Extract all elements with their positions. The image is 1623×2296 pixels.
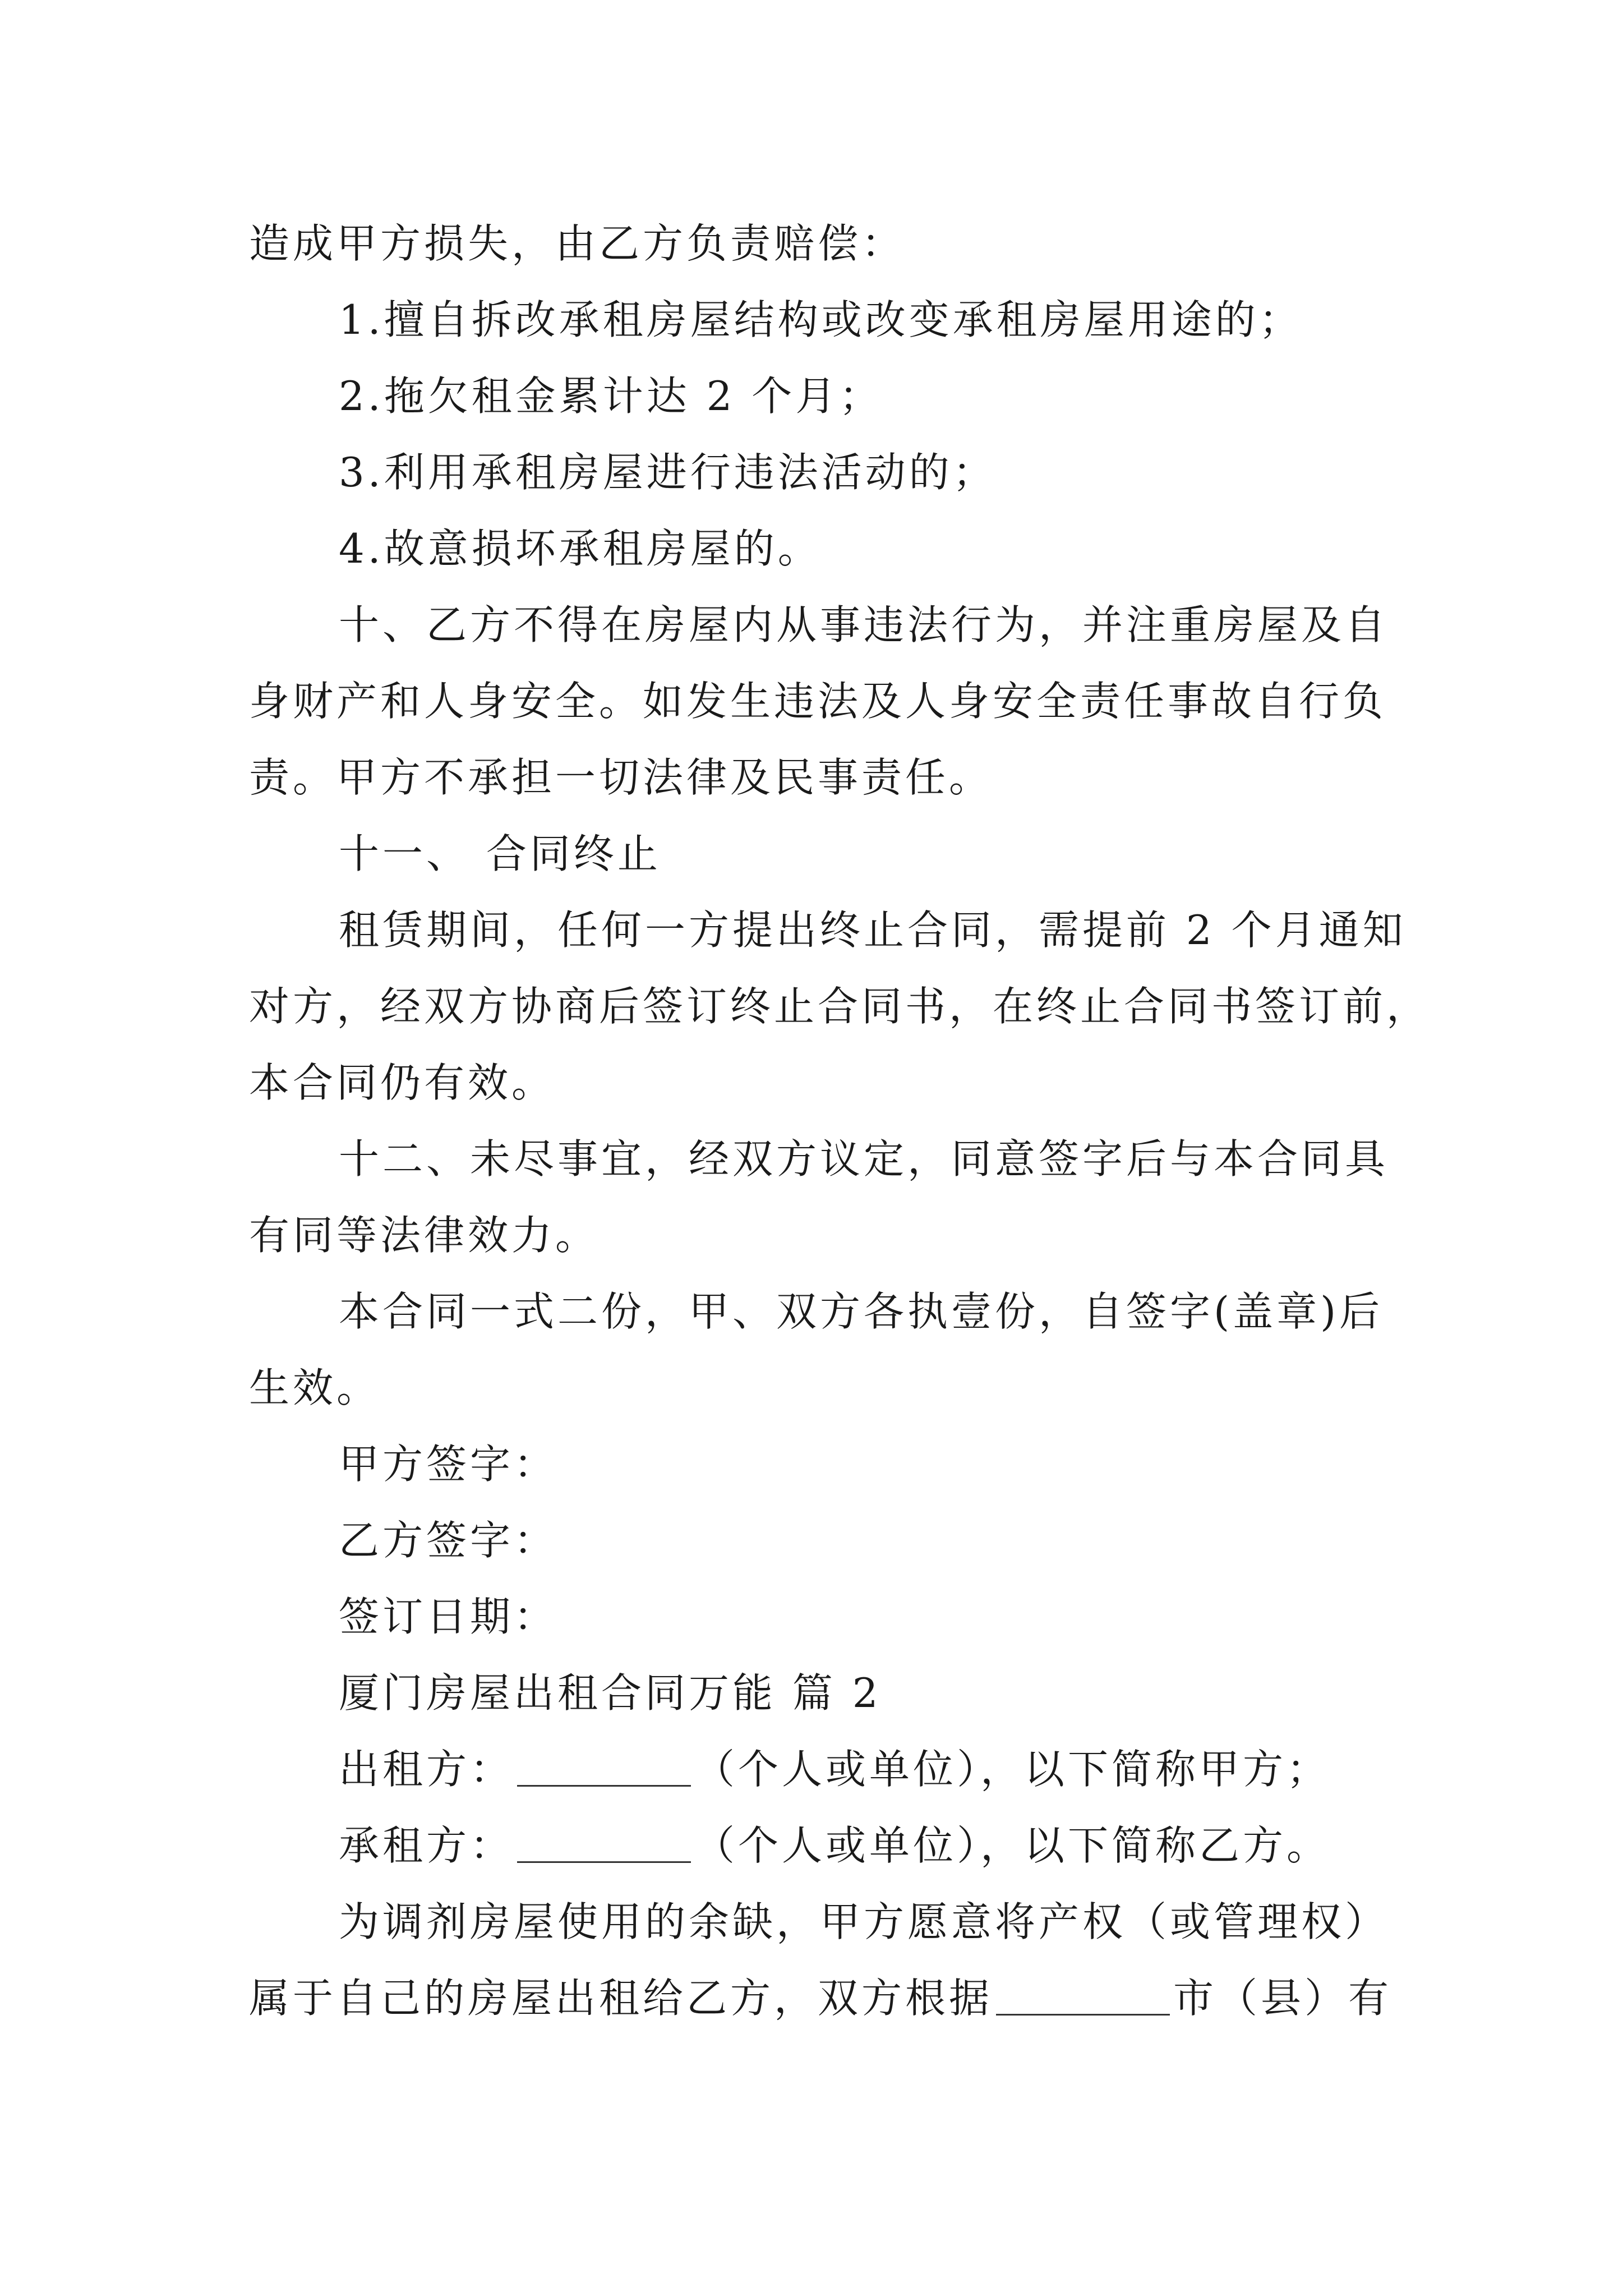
text-line: 为调剂房屋使用的余缺，甲方愿意将产权（或管理权） — [339, 1898, 1389, 1945]
list-item: 3.利用承租房屋进行违法活动的； — [339, 449, 997, 496]
section-title: 厦门房屋出租合同万能 篇 2 — [339, 1669, 882, 1717]
signing-date-line: 签订日期： — [339, 1593, 558, 1640]
lessee-suffix: （个人或单位），以下简称乙方。 — [694, 1822, 1331, 1869]
city-blank — [996, 1973, 1170, 2016]
para-suffix: 市（县）有 — [1173, 1975, 1393, 2022]
lessor-line — [339, 1741, 1330, 1797]
text-line: 生效。 — [249, 1364, 381, 1411]
para-prefix: 属于自己的房屋出租给乙方，双方根据 — [249, 1975, 993, 2022]
lessee-line — [339, 1818, 1330, 1874]
signature-line-party-a: 甲方签字： — [339, 1441, 558, 1488]
text-line: 造成甲方损失，由乙方负责赔偿： — [249, 220, 906, 267]
list-item: 4.故意损坏承租房屋的。 — [339, 525, 822, 572]
list-item: 2.拖欠租金累计达 2 个月； — [339, 372, 883, 420]
text-line: 身财产和人身安全。如发生违法及人身安全责任事故自行负 — [249, 678, 1387, 725]
list-item: 1.擅自拆改承租房屋结构或改变承租房屋用途的； — [339, 296, 1303, 343]
text-line: 十、乙方不得在房屋内从事违法行为，并注重房屋及自 — [339, 601, 1389, 648]
lessor-suffix: （个人或单位），以下简称甲方； — [694, 1746, 1331, 1793]
lessee-label: 承租方： — [339, 1822, 514, 1869]
text-line: 本合同仍有效。 — [249, 1059, 556, 1106]
section-heading: 十一、 合同终止 — [339, 830, 661, 877]
text-line: 责。甲方不承担一切法律及民事责任。 — [249, 754, 993, 801]
text-line-with-blank — [249, 1970, 1392, 2026]
lessor-blank — [517, 1745, 691, 1787]
text-line: 本合同一式二份，甲、双方各执壹份，自签字(盖章)后 — [339, 1288, 1384, 1335]
text-line: 对方，经双方协商后签订终止合同书，在终止合同书签订前， — [249, 983, 1431, 1030]
lessor-label: 出租方： — [339, 1746, 514, 1793]
text-line: 十二、未尽事宜，经双方议定，同意签字后与本合同具 — [339, 1135, 1389, 1182]
signature-line-party-b: 乙方签字： — [339, 1517, 558, 1564]
lessee-blank — [517, 1821, 691, 1863]
text-line: 租赁期间，任何一方提出终止合同，需提前 2 个月通知 — [339, 907, 1407, 954]
text-line: 有同等法律效力。 — [249, 1212, 600, 1259]
